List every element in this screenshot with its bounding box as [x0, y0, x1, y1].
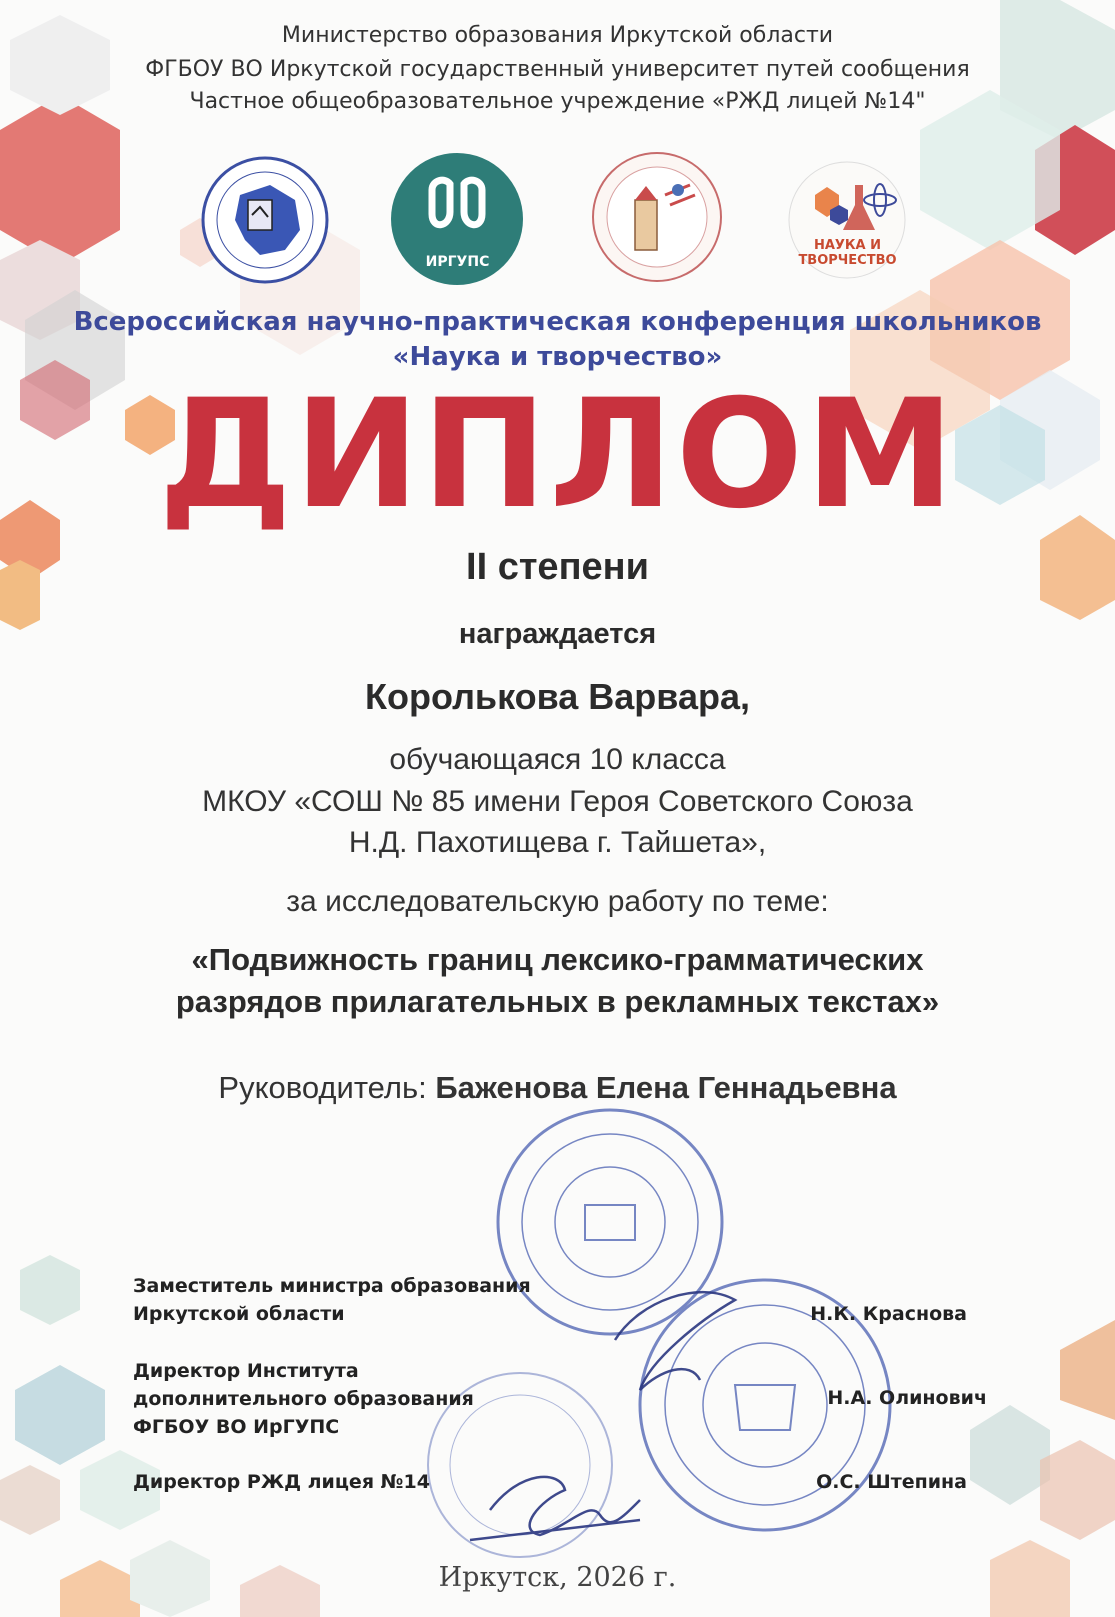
place-date: Иркутск, 2026 г.: [438, 1562, 677, 1593]
supervisor-label: Руководитель:: [218, 1070, 427, 1105]
signature-name-3: О.С. Штепина: [816, 1471, 967, 1493]
for-work-label: за исследовательскую работу по теме:: [286, 885, 829, 918]
conference-title: Всероссийская научно-практическая конференция школьников: [73, 307, 1042, 337]
signature-role-2: [133, 1357, 474, 1441]
student-grade: обучающаяся 10 класса: [389, 743, 726, 776]
signature-role-1-line1: Заместитель министра образования: [133, 1275, 531, 1297]
ministry-line: Министерство образования Иркутской области: [281, 23, 834, 48]
lyceum-line: Частное общеобразовательное учреждение «РЖД лицей №14": [189, 89, 926, 114]
signature-name-1: Н.К. Краснова: [810, 1303, 967, 1325]
signature-role-2-line2: дополнительного образования: [133, 1388, 474, 1410]
signature-role-2-line1: Директор Института: [133, 1360, 359, 1382]
recipient-name: Королькова Варвара,: [365, 676, 750, 717]
signature-role-3: Директор РЖД лицея №14: [133, 1471, 430, 1493]
signature-name-2: Н.А. Олинович: [827, 1387, 987, 1409]
conference-name: «Наука и творчество»: [392, 342, 723, 372]
topic-line2: разрядов прилагательных в рекламных текстах»: [175, 984, 940, 1019]
awarded-label: награждается: [458, 618, 657, 650]
diploma-title: ДИПЛОМ: [158, 368, 957, 542]
irgups-logo-text: ИРГУПС: [425, 254, 490, 270]
school-line1: МКОУ «СОШ № 85 имени Героя Советского Союза: [202, 785, 913, 818]
nauka-logo-line1: НАУКА И: [813, 238, 882, 253]
school-line2: Н.Д. Пахотищева г. Тайшета»,: [348, 826, 767, 859]
university-line: ФГБОУ ВО Иркутской государственный университет путей сообщения: [145, 57, 970, 82]
signature-role-1: [133, 1272, 531, 1328]
topic-line1: «Подвижность границ лексико-грамматических: [191, 942, 924, 977]
signature-role-1-line2: Иркутской области: [133, 1303, 345, 1325]
signature-role-2-line3: ФГБОУ ВО ИрГУПС: [133, 1416, 340, 1438]
nauka-logo-line2: ТВОРЧЕСТВО: [798, 253, 897, 268]
supervisor-name: Баженова Елена Геннадьевна: [435, 1070, 897, 1105]
degree: II степени: [466, 546, 649, 588]
